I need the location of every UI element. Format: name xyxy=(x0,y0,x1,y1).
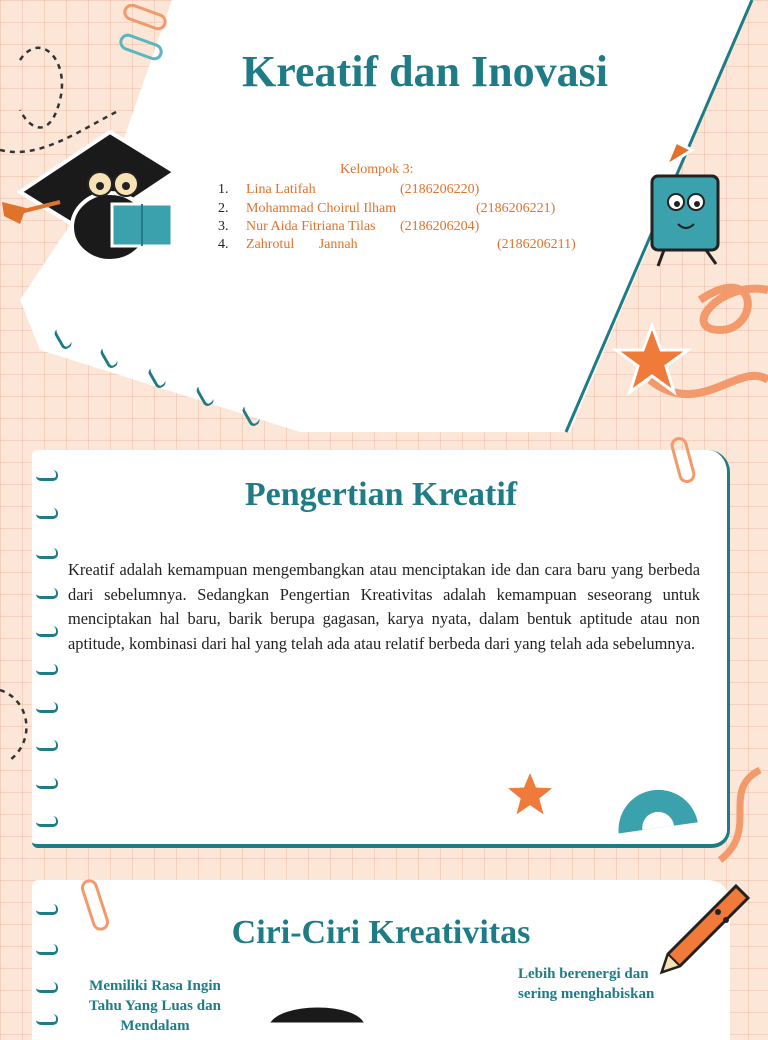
member-name: Zahrotul Jannah xyxy=(246,237,358,252)
binder-ring xyxy=(36,1014,58,1025)
binder-ring xyxy=(36,664,58,675)
member-number: 2. xyxy=(218,201,229,216)
member-item xyxy=(218,182,480,198)
member-number: 1. xyxy=(218,182,229,197)
slide-1 xyxy=(0,0,768,440)
orange-squiggle xyxy=(700,760,768,870)
section-title: Ciri-Ciri Kreativitas xyxy=(231,914,531,951)
trait-item: Memiliki Rasa Ingin Tahu Yang Luas dan Mendalam xyxy=(89,978,221,1034)
member-nim: (2186206211) xyxy=(497,237,576,252)
dashed-swirl xyxy=(0,680,40,780)
definition-paragraph: Kreatif adalah kemampuan mengembangkan atau menciptakan ide dan cara baru yang berbeda dari sebelumnya. Sedangkan Pengertian Kreativitas adalah kemampuan seseorang untuk menciptakan hal baru, barik berupa gagasan, karya nyata, dalam bentuk aptitude atau non aptitude, kombinasi dari hal yang telah ada atau relatif berbeda dari yang telah ada sebelumnya. xyxy=(68,560,700,653)
graduation-owl-sticker xyxy=(0,112,190,272)
member-name: Nur Aida Fitriana Tilas xyxy=(246,219,376,234)
binder-ring xyxy=(36,816,58,827)
protractor-icon xyxy=(606,772,706,844)
member-number: 4. xyxy=(218,237,229,252)
member-name: Lina Latifah xyxy=(246,182,316,197)
member-name: Mohammad Choirul Ilham xyxy=(246,201,397,216)
member-item xyxy=(218,201,556,217)
member-nim: (2186206220) xyxy=(400,182,480,197)
member-item xyxy=(218,237,576,253)
binder-ring xyxy=(36,626,58,637)
member-nim: (2186206204) xyxy=(400,219,480,234)
book-character-sticker xyxy=(636,136,736,270)
group-heading: Kelompok 3: xyxy=(340,162,414,177)
star-icon xyxy=(500,766,560,822)
binder-ring xyxy=(36,588,58,599)
binder-ring xyxy=(36,982,58,993)
presentation-title: Kreatif dan Inovasi xyxy=(242,47,608,96)
member-nim: (2186206221) xyxy=(476,201,556,216)
binder-ring xyxy=(36,548,58,559)
owl-sticker xyxy=(262,996,372,1024)
trait-item: Lebih berenergi dan sering menghabiskan xyxy=(518,966,655,1002)
star-icon xyxy=(612,322,692,398)
section-title: Pengertian Kreatif xyxy=(244,476,518,513)
member-number: 3. xyxy=(218,219,229,234)
member-item xyxy=(218,219,480,235)
